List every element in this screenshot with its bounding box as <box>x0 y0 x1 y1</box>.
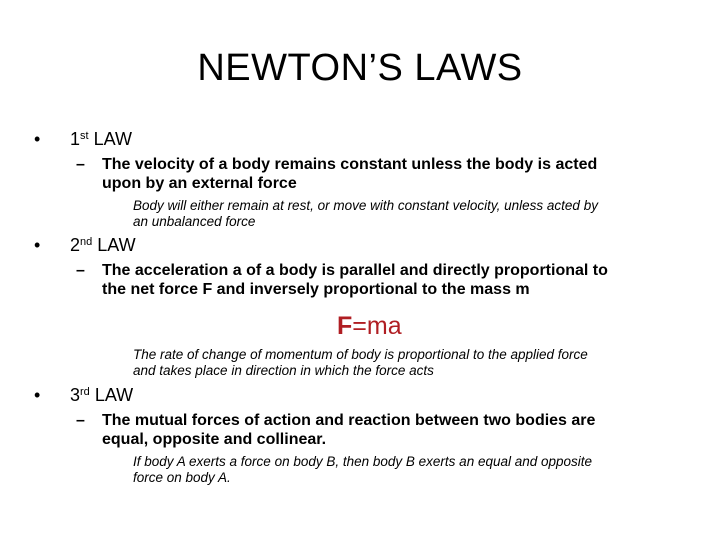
law-2-note <box>133 347 678 379</box>
dash-icon: – <box>76 156 85 173</box>
law-2-note-line-1: The rate of change of momentum of body is proportional to the applied force <box>133 347 588 362</box>
formula-mass-acceleration: =ma <box>352 312 402 340</box>
law-3-note-line-2: force on body A. <box>133 470 231 485</box>
formula-force: F <box>337 312 353 340</box>
law-3-heading <box>34 384 133 406</box>
law-2-note-line-2: and takes place in direction in which the force acts <box>133 363 434 378</box>
law-3-note-line-1: If body A exerts a force on body B, then body B exerts an equal and opposite <box>133 454 593 469</box>
law-3-statement <box>76 411 666 449</box>
law-1-heading <box>34 128 132 150</box>
law-1-suffix: st <box>80 130 89 142</box>
law-2-suffix: nd <box>80 236 93 248</box>
dash-icon: – <box>76 412 85 429</box>
law-1-statement-line-2: upon by an external force <box>102 175 297 192</box>
law-3-word: LAW <box>94 385 134 405</box>
law-1-number: 1 <box>70 129 81 149</box>
law-1-word: LAW <box>93 129 132 149</box>
slide-title: NEWTON’S LAWS <box>197 47 523 89</box>
bullet-icon: • <box>34 129 41 149</box>
dash-icon: – <box>76 262 85 279</box>
law-1-statement <box>76 155 666 193</box>
law-2-heading <box>34 234 136 256</box>
formula <box>337 310 402 342</box>
law-3-suffix: rd <box>80 386 90 398</box>
law-2-word: LAW <box>97 235 136 255</box>
law-2-statement-line-2: the net force F and inversely proportional to the mass m <box>102 281 530 298</box>
law-3-statement-line-2: equal, opposite and collinear. <box>102 431 327 448</box>
law-2-statement-line-1: The acceleration a of a body is parallel and directly proportional to <box>102 262 608 279</box>
law-1-note-line-2: an unbalanced force <box>133 214 256 229</box>
law-3-statement-line-1: The mutual forces of action and reaction between two bodies are <box>102 412 596 429</box>
law-1-statement-line-1: The velocity of a body remains constant unless the body is acted <box>102 156 598 173</box>
bullet-icon: • <box>34 235 41 255</box>
law-3-number: 3 <box>70 385 81 405</box>
law-1-note-line-1: Body will either remain at rest, or move with constant velocity, unless acted by <box>133 198 598 213</box>
law-2-number: 2 <box>70 235 81 255</box>
law-2-statement <box>76 261 666 299</box>
bullet-icon: • <box>34 385 41 405</box>
law-3-note <box>133 454 678 486</box>
law-1-note <box>133 198 678 230</box>
